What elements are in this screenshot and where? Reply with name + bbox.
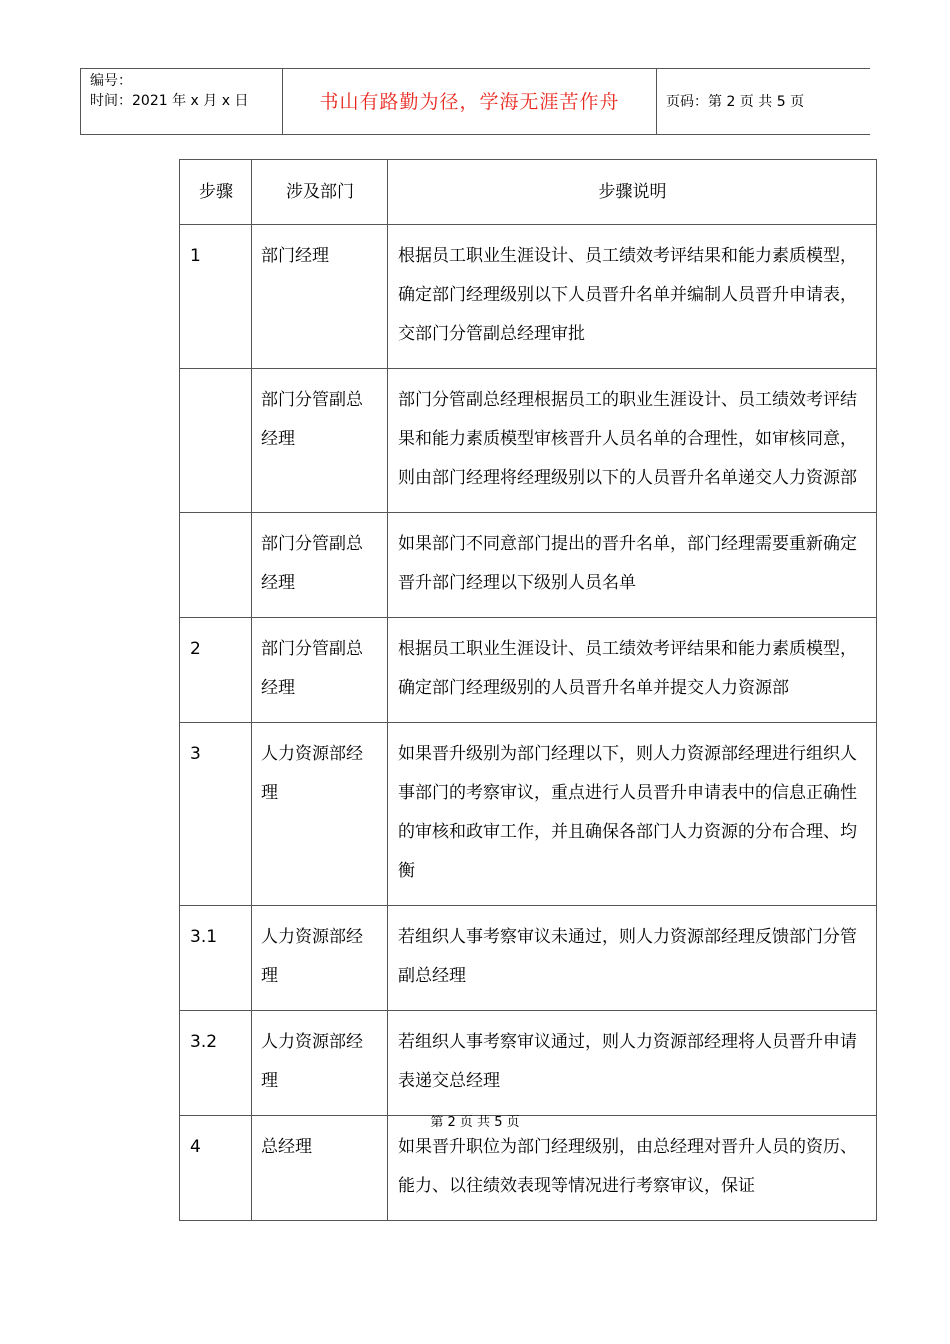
- step-department: 部门分管副总经理: [252, 369, 388, 513]
- step-description: 如果晋升职位为部门经理级别，由总经理对晋升人员的资历、能力、以往绩效表现等情况进行考察审议，保证: [388, 1116, 877, 1221]
- page-footer: 第 2 页 共 5 页: [430, 1115, 520, 1130]
- header-page-number: 页码：第 2 页 共 5 页: [666, 94, 805, 110]
- table-row: [180, 225, 877, 369]
- column-header-description: 步骤说明: [388, 160, 877, 225]
- step-description: 根据员工职业生涯设计、员工绩效考评结果和能力素质模型，确定部门经理级别的人员晋升名单并提交人力资源部: [388, 618, 877, 723]
- table-row: [180, 906, 877, 1011]
- document-number: 编号：: [90, 73, 132, 89]
- table-row: [180, 723, 877, 906]
- step-number: 3.1: [180, 906, 252, 1011]
- table-row: [180, 513, 877, 618]
- step-description: 部门分管副总经理根据员工的职业生涯设计、员工绩效考评结果和能力素质模型审核晋升人员名单的合理性，如审核同意，则由部门经理将经理级别以下的人员晋升名单递交人力资源部: [388, 369, 877, 513]
- table-row: [180, 618, 877, 723]
- step-department: 部门分管副总经理: [252, 513, 388, 618]
- step-description: 若组织人事考察审议通过，则人力资源部经理将人员晋升申请表递交总经理: [388, 1011, 877, 1116]
- header-meta: [81, 69, 283, 134]
- step-number: 1: [180, 225, 252, 369]
- step-number: 3.2: [180, 1011, 252, 1116]
- step-department: 总经理: [252, 1116, 388, 1221]
- header-motto: 书山有路勤为径，学海无涯苦作舟: [283, 69, 657, 134]
- step-description: 若组织人事考察审议未通过，则人力资源部经理反馈部门分管副总经理: [388, 906, 877, 1011]
- step-department: 人力资源部经理: [252, 1011, 388, 1116]
- step-description: 如果晋升级别为部门经理以下，则人力资源部经理进行组织人事部门的考察审议，重点进行人员晋升申请表中的信息正确性的审核和政审工作，并且确保各部门人力资源的分布合理、均衡: [388, 723, 877, 906]
- table-row: [180, 1011, 877, 1116]
- step-number: 2: [180, 618, 252, 723]
- step-department: 人力资源部经理: [252, 906, 388, 1011]
- table-row: [180, 369, 877, 513]
- promotion-steps-table: [179, 159, 877, 1221]
- column-header-department: 涉及部门: [252, 160, 388, 225]
- step-number: [180, 513, 252, 618]
- step-number: 3: [180, 723, 252, 906]
- step-number: 4: [180, 1116, 252, 1221]
- step-department: 部门分管副总经理: [252, 618, 388, 723]
- step-number: [180, 369, 252, 513]
- step-department: 人力资源部经理: [252, 723, 388, 906]
- document-date: 时间：2021 年 x 月 x 日: [90, 93, 249, 109]
- step-description: 如果部门不同意部门提出的晋升名单，部门经理需要重新确定晋升部门经理以下级别人员名单: [388, 513, 877, 618]
- step-description: 根据员工职业生涯设计、员工绩效考评结果和能力素质模型，确定部门经理级别以下人员晋升名单并编制人员晋升申请表，交部门分管副总经理审批: [388, 225, 877, 369]
- page-header: [80, 68, 870, 135]
- step-department: 部门经理: [252, 225, 388, 369]
- table-header-row: [180, 160, 877, 225]
- column-header-step: 步骤: [180, 160, 252, 225]
